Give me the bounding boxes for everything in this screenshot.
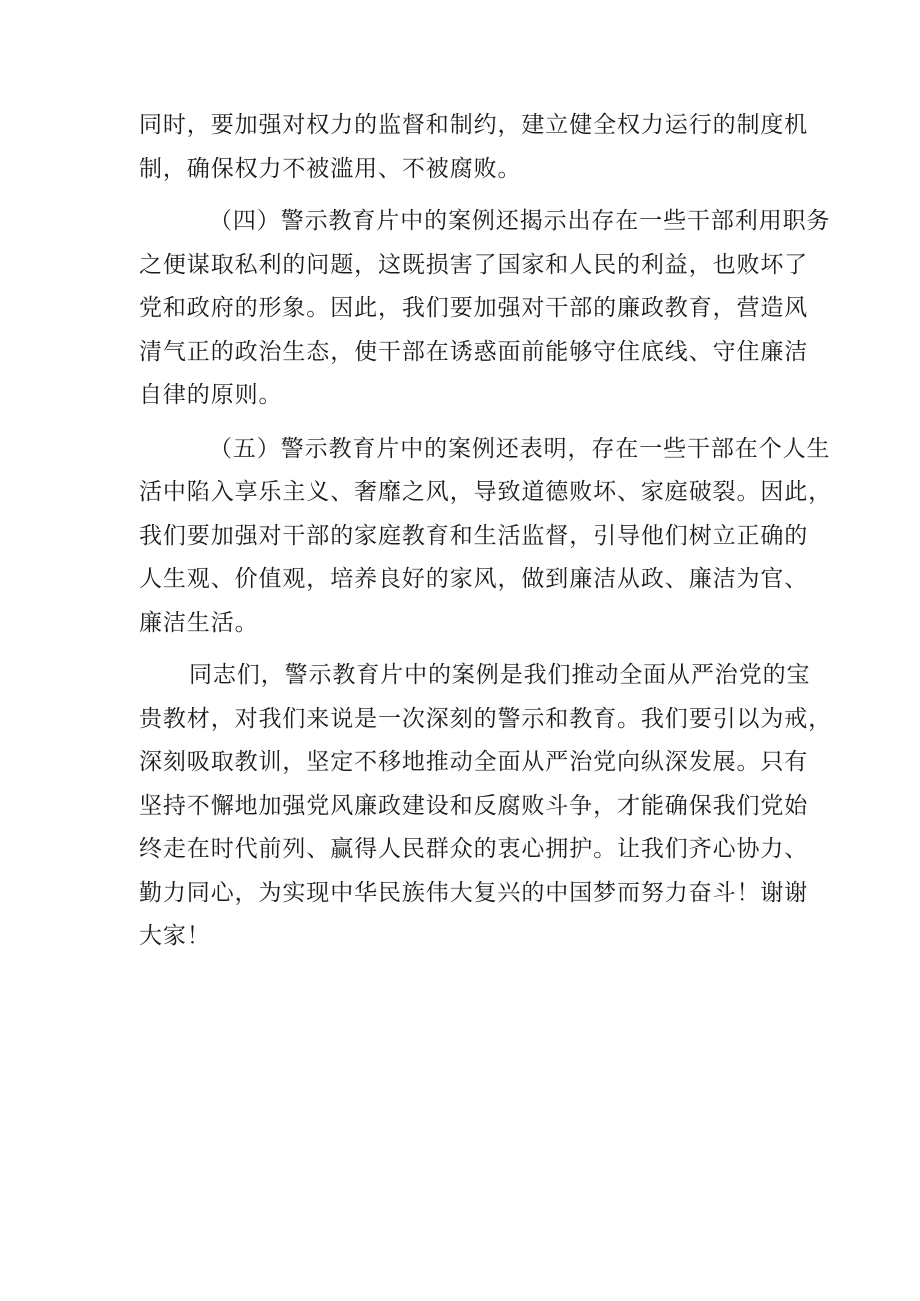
paragraph-power-supervision	[139, 104, 809, 191]
text-line: 勤力同心，为实现中华民族伟大复兴的中国梦而努力奋斗！谢谢	[139, 879, 809, 906]
text-line: 之便谋取私利的问题，这既损害了国家和人民的利益，也败坏了	[139, 251, 809, 278]
text-line: 制，确保权力不被滥用、不被腐败。	[139, 155, 522, 182]
text-line: 清气正的政治生态，使干部在诱惑面前能够守住底线、守住廉洁	[139, 338, 809, 365]
text-line: 贵教材，对我们来说是一次深刻的警示和教育。我们要引以为戒，	[139, 705, 833, 732]
paragraph-point-five	[139, 428, 833, 646]
text-line: 人生观、价值观，培养良好的家风，做到廉洁从政、廉洁为官、	[139, 566, 809, 592]
text-line: 自律的原则。	[139, 382, 283, 408]
paragraph-conclusion	[139, 654, 833, 959]
text-line: 大家！	[139, 923, 211, 949]
text-line: 我们要加强对干部的家庭教育和生活监督，引导他们树立正确的	[139, 522, 809, 549]
paragraph-point-four	[139, 200, 831, 418]
text-line: 同志们，警示教育片中的案例是我们推动全面从严治党的宝	[189, 662, 811, 688]
text-line: （五）警示教育片中的案例还表明，存在一些干部在个人生	[209, 435, 831, 462]
text-line: 终走在时代前列、赢得人民群众的衷心拥护。让我们齐心协力、	[139, 836, 809, 862]
text-line: 廉洁生活。	[139, 609, 259, 636]
text-line: 党和政府的形象。因此，我们要加强对干部的廉政教育，营造风	[139, 295, 809, 321]
text-line: 活中陷入享乐主义、奢靡之风，导致道德败坏、家庭破裂。因此，	[139, 479, 833, 505]
document-body	[139, 104, 833, 959]
text-line: 同时，要加强对权力的监督和制约，建立健全权力运行的制度机	[139, 112, 809, 138]
text-line: （四）警示教育片中的案例还揭示出存在一些干部利用职务	[209, 208, 831, 234]
text-line: 深刻吸取教训，坚定不移地推动全面从严治党向纵深发展。只有	[139, 749, 809, 775]
text-line: 坚持不懈地加强党风廉政建设和反腐败斗争，才能确保我们党始	[139, 792, 809, 819]
